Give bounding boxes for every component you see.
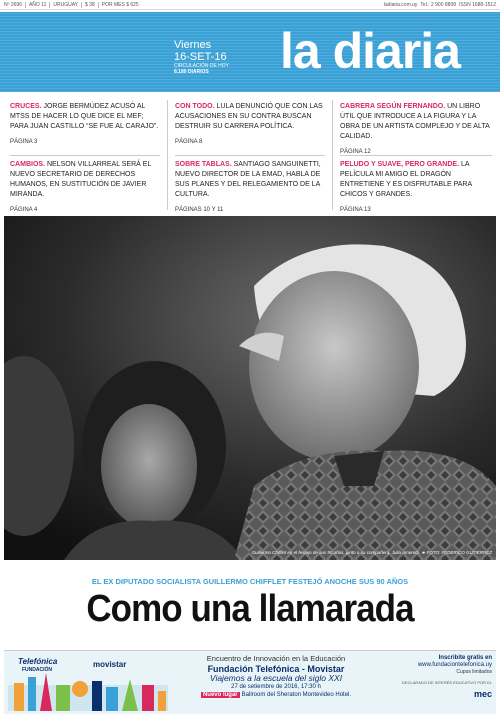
main-kicker[interactable]: EL EX DIPUTADO SOCIALISTA GUILLERMO CHIFFLET FESTEJÓ ANOCHE SUS 90 AÑOS [91, 577, 409, 586]
photo-caption: Guillermo Chifflet en el festejo de sus 90 años, junto a su compañera, Julia Amoretti. ★ FOTO: FEDERICO GUTIÉRREZ [251, 550, 492, 555]
teaser-grid [0, 100, 500, 214]
teaser-divider [340, 155, 492, 156]
main-headline[interactable]: Como una llamarada [86, 588, 414, 630]
telefonica-logo: Telefónica [18, 657, 58, 666]
masthead [0, 12, 500, 92]
edition-date-block [174, 40, 229, 76]
photo-illustration [4, 216, 496, 560]
ad-event-info: Encuentro de Innovación en la Educación Fundación Telefónica - Movistar Viajemos a la escuela del siglo XXI 27 de setiembre de 2016, 17:30 h Nuevo lugar Ballroom del Sheraton Montevideo Hotel. [202, 654, 352, 698]
teaser-page: PÁGINA 3 [10, 139, 38, 145]
top-info-bar [0, 0, 500, 10]
movistar-logo: movistar [93, 660, 127, 669]
year-number: AÑO 11 [29, 2, 50, 8]
newspaper-logo[interactable]: la diaria [280, 23, 460, 79]
site-url: ladiaria.com.uy [383, 2, 418, 8]
edition-day: Viernes [174, 39, 212, 51]
teaser-divider [175, 155, 325, 156]
column-divider [332, 100, 333, 210]
ad-signup-info: Inscribite gratis en www.fundaciontelefonica.uy Cupos limitados DECLARADO DE INTERÉS EDUCATIVO POR EL mec [376, 655, 492, 700]
price-label: $ 38 [85, 2, 99, 8]
issn-label: ISSN 1688-1512 [459, 2, 496, 8]
monthly-price: POR MES $ 625 [101, 2, 139, 8]
teaser-page: PÁGINA 12 [340, 149, 371, 155]
teaser-divider [10, 155, 160, 156]
teaser-item[interactable]: CON TODO. LULA DENUNCIÓ QUE CON LAS ACUSACIONES EN SU CONTRA BUSCAN DESTRUIR SU CARRERA POLÍTICA. PÁGINA 8 [175, 102, 325, 147]
advertisement-banner[interactable] [4, 650, 496, 714]
circulation-label: CIRCULACIÓN DE HOY [174, 63, 230, 70]
teaser-item[interactable]: SOBRE TABLAS. SANTIAGO SANGUINETTI, NUEVO DIRECTOR DE LA EMAD, HABLA DE SUS PLANES Y DEL RELEGAMIENTO DE LA CULTURA. PÁGINAS 10 Y 11 [175, 160, 325, 215]
country-label: URUGUAY [53, 2, 82, 8]
teaser-page: PÁGINAS 10 Y 11 [175, 207, 224, 213]
teaser-item[interactable]: CRUCES. JORGE BERMÚDEZ ACUSÓ AL MTSS DE HACER LO QUE DICE EL MEF; PARA JUAN CASTILLO “SE FUE AL CARAJO”. PÁGINA 3 [10, 103, 159, 145]
issue-number: Nº 2696 [4, 2, 26, 8]
teaser-page: PÁGINA 8 [175, 139, 203, 145]
edition-date: 16-SET-16 [174, 50, 227, 63]
circulation-value: 8.180 DIARIOS [174, 69, 209, 76]
new-venue-tag: Nuevo lugar [202, 691, 238, 698]
fundacion-label: FUNDACIÓN [22, 667, 52, 673]
teaser-page: PÁGINA 4 [10, 207, 38, 213]
ad-logos [8, 655, 168, 711]
teaser-item[interactable]: CAMBIOS. NELSON VILLARREAL SERÁ EL NUEVO SECRETARIO DE DERECHOS HUMANOS, EN SUSTITUCIÓN DE JAVIER MIRANDA. PÁGINA 4 [10, 160, 160, 215]
teaser-page: PÁGINA 13 [340, 207, 371, 213]
signup-link[interactable]: www.fundaciontelefonica.uy [417, 662, 492, 669]
mec-logo: mec [473, 689, 492, 700]
phone-number: Tel.: 2 900 8808 [420, 2, 457, 8]
teaser-item[interactable]: CABRERA SEGÚN FERNANDO. UN LIBRO ÚTIL QUE INTRODUCE A LA FIGURA Y LA OBRA DE UN ARTISTA COMPLEJO Y DE ALTA CALIDAD. PÁGINA 12 [340, 102, 492, 157]
main-photo[interactable] [4, 216, 496, 560]
teaser-item[interactable]: PELUDO Y SUAVE, PERO GRANDE. LA PELÍCULA MI AMIGO EL DRAGÓN ENTRETIENE Y ES DISFRUTABLE PARA CHICOS Y GRANDES. PÁGINA 13 [340, 160, 492, 215]
column-divider [167, 100, 168, 210]
